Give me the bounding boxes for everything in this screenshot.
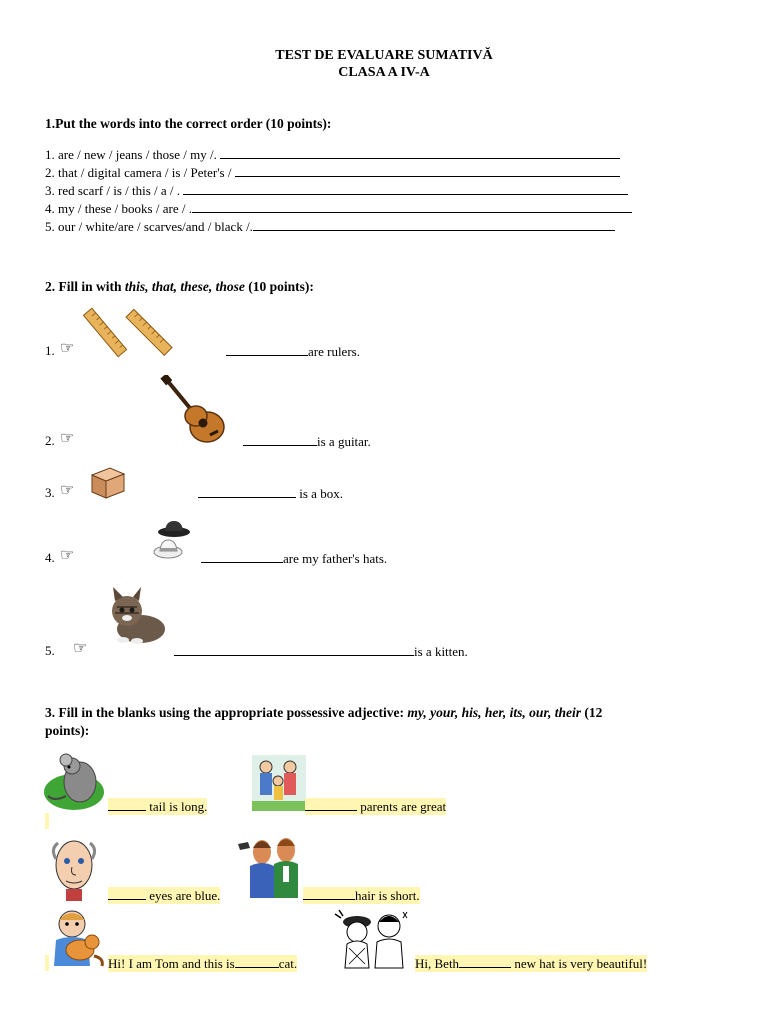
ex2-num-3: 3. [45,485,55,500]
heading-part: (12 [580,705,603,720]
answer-blank[interactable] [303,887,355,900]
family-icon [252,755,306,811]
pointing-hand-icon: ☞ [73,640,88,657]
exercise-3-heading [45,704,735,740]
ex1-item-text: 4. my / these / books / are / . [45,201,192,216]
ex2-num-1: 1. [45,343,55,358]
ex2-item-3 [198,485,343,502]
ex2-num-4: 4. [45,550,55,565]
kitten-icon [103,585,169,647]
answer-blank[interactable] [201,550,283,563]
old-man-icon [48,835,100,901]
pointing-hand-icon: ☞ [60,340,75,357]
ex3-item-text: Hi, Beth [415,956,460,971]
ex1-item-4 [45,200,632,217]
ex3-item-2 [305,798,446,815]
guitar-icon [160,375,230,447]
heading-part: (10 points): [244,279,314,294]
ex2-item-text: are my father's hats. [283,551,388,566]
highlight-mark [45,955,49,971]
ex1-item-5 [45,218,615,235]
ex3-item-1 [108,798,207,815]
hats-icon [150,518,192,564]
pointing-hand-icon: ☞ [60,482,75,499]
ex1-item-text: 5. our / white/are / scarves/and / black /. [45,219,253,234]
ex3-item-text: parents are great [357,799,447,814]
heading-words: this, that, these, those [124,279,245,294]
ex3-item-text: new hat is very beautiful! [511,956,648,971]
ex2-item-text: are rulers. [308,344,360,359]
ex2-item-5 [174,643,468,660]
answer-blank[interactable] [108,887,146,900]
page-subtitle: CLASA A IV-A [338,65,430,80]
ex2-num-2: 2. [45,433,55,448]
ex2-item-text: is a kitten. [414,644,468,659]
answer-blank[interactable] [235,164,620,177]
ex3-item-text: Hi! I am Tom and this is [108,956,235,971]
heading-part: points): [45,723,90,738]
two-people-icon [236,830,302,900]
page-title: TEST DE EVALUARE SUMATIVĂ [275,48,493,63]
heading-words: my, your, his, her, its, our, their [407,705,581,720]
heading-part: 3. Fill in the blanks using the appropriate possessive adjective: [45,705,408,720]
ex2-item-text: is a box. [296,486,343,501]
heading-part: 2. Fill in with [45,279,125,294]
ex3-item-5 [108,955,297,972]
ex1-item-3 [45,182,628,199]
ex1-item-2 [45,164,620,181]
ex1-item-text: 1. are / new / jeans / those / my /. [45,147,221,162]
highlight-mark [45,813,49,829]
ex1-item-1 [45,146,620,163]
answer-blank[interactable] [174,643,414,656]
ex2-item-text: is a guitar. [317,434,371,449]
answer-blank[interactable] [226,343,308,356]
ex2-item-4 [201,550,387,567]
answer-blank[interactable] [253,218,615,231]
answer-blank[interactable] [183,182,628,195]
exercise-1-heading: 1.Put the words into the correct order (10 points): [45,116,332,131]
boy-with-cat-icon [50,908,106,970]
ex3-item-text: cat. [278,956,298,971]
ex3-item-3 [108,887,220,904]
answer-blank[interactable] [305,798,357,811]
answer-blank[interactable] [235,955,279,968]
ex2-item-2 [243,433,371,450]
ex3-item-text: tail is long. [146,799,208,814]
exercise-2-heading [45,279,314,295]
answer-blank[interactable] [459,955,511,968]
answer-blank[interactable] [192,200,632,213]
ex2-num-5: 5. [45,643,55,658]
pointing-hand-icon: ☞ [60,430,75,447]
answer-blank[interactable] [243,433,317,446]
talking-people-icon [333,908,413,970]
ex3-item-6 [415,955,647,972]
answer-blank[interactable] [108,798,146,811]
ex2-item-1 [226,343,360,360]
answer-blank[interactable] [198,485,296,498]
ex3-item-text: hair is short. [355,888,420,903]
ex3-item-text: eyes are blue. [146,888,221,903]
pointing-hand-icon: ☞ [60,547,75,564]
rulers-icon [82,305,174,359]
ex3-item-4 [303,887,420,904]
answer-blank[interactable] [220,146,620,159]
mouse-icon [44,752,106,812]
ex1-item-text: 2. that / digital camera / is / Peter's / [45,165,235,180]
box-icon [90,465,126,499]
ex1-item-text: 3. red scarf / is / this / a / . [45,183,184,198]
